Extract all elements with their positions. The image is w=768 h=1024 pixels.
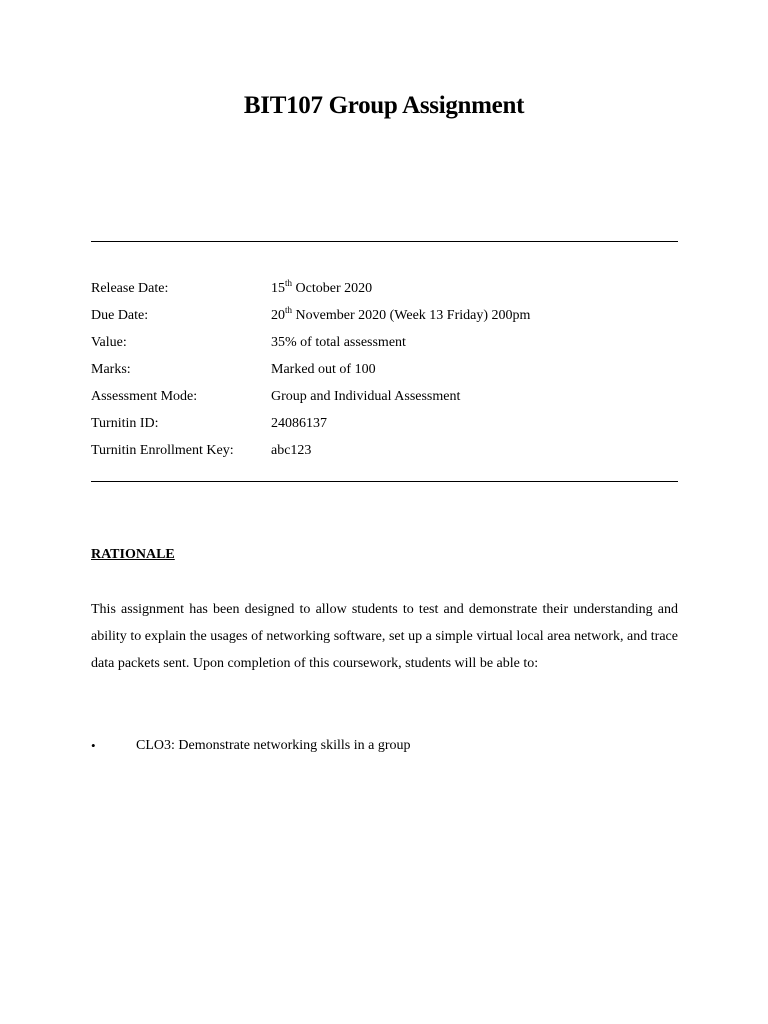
detail-value: [271, 305, 530, 332]
detail-label: Turnitin ID:: [91, 416, 159, 431]
detail-value: [271, 440, 311, 467]
assignment-details: [91, 278, 678, 467]
ordinal-suffix: th: [285, 305, 293, 315]
detail-row-due-date: [91, 305, 678, 332]
detail-row-turnitin-id: [91, 413, 678, 440]
detail-value-text: November 2020 (Week 13 Friday) 200pm: [292, 308, 531, 323]
detail-value-text: 15: [271, 281, 285, 296]
detail-label: Due Date:: [91, 308, 149, 323]
detail-value: [271, 413, 327, 440]
document-title: BIT107 Group Assignment: [243, 92, 525, 119]
detail-row-value: [91, 332, 678, 359]
detail-value: [271, 359, 376, 386]
detail-label: Assessment Mode:: [91, 389, 198, 404]
detail-value-text: Marked out of 100: [271, 362, 376, 377]
rationale-paragraph: This assignment has been designed to allow students to test and demonstrate their understanding and ability to explain the usages of networking software, set up a simple virtual local area network, and trace data packets sent. Upon completion of this coursework, students will be able to:: [91, 602, 678, 671]
detail-value: [271, 278, 372, 305]
bullet-text: CLO3: Demonstrate networking skills in a group: [136, 738, 411, 753]
detail-value-text: abc123: [271, 443, 312, 458]
detail-row-assessment-mode: [91, 386, 678, 413]
detail-row-release-date: [91, 278, 678, 305]
detail-label: Marks:: [91, 362, 131, 377]
detail-value-text: 35% of total assessment: [271, 335, 406, 350]
detail-label: Turnitin Enrollment Key:: [91, 443, 234, 458]
top-divider: [91, 241, 678, 242]
bullet-icon: •: [91, 738, 96, 753]
detail-row-marks: [91, 359, 678, 386]
detail-value-text: October 2020: [292, 281, 373, 296]
detail-value-text: 20: [271, 308, 285, 323]
bullet-list-item: [91, 735, 678, 757]
detail-row-enrollment-key: [91, 440, 678, 467]
detail-value-text: Group and Individual Assessment: [271, 389, 461, 404]
detail-label: Value:: [91, 335, 127, 350]
rationale-heading: RATIONALE: [91, 547, 175, 562]
detail-value: [271, 332, 406, 359]
bottom-divider: [91, 481, 678, 482]
detail-value-text: 24086137: [271, 416, 327, 431]
detail-label: Release Date:: [91, 281, 169, 296]
ordinal-suffix: th: [285, 278, 293, 288]
detail-value: [271, 386, 460, 413]
